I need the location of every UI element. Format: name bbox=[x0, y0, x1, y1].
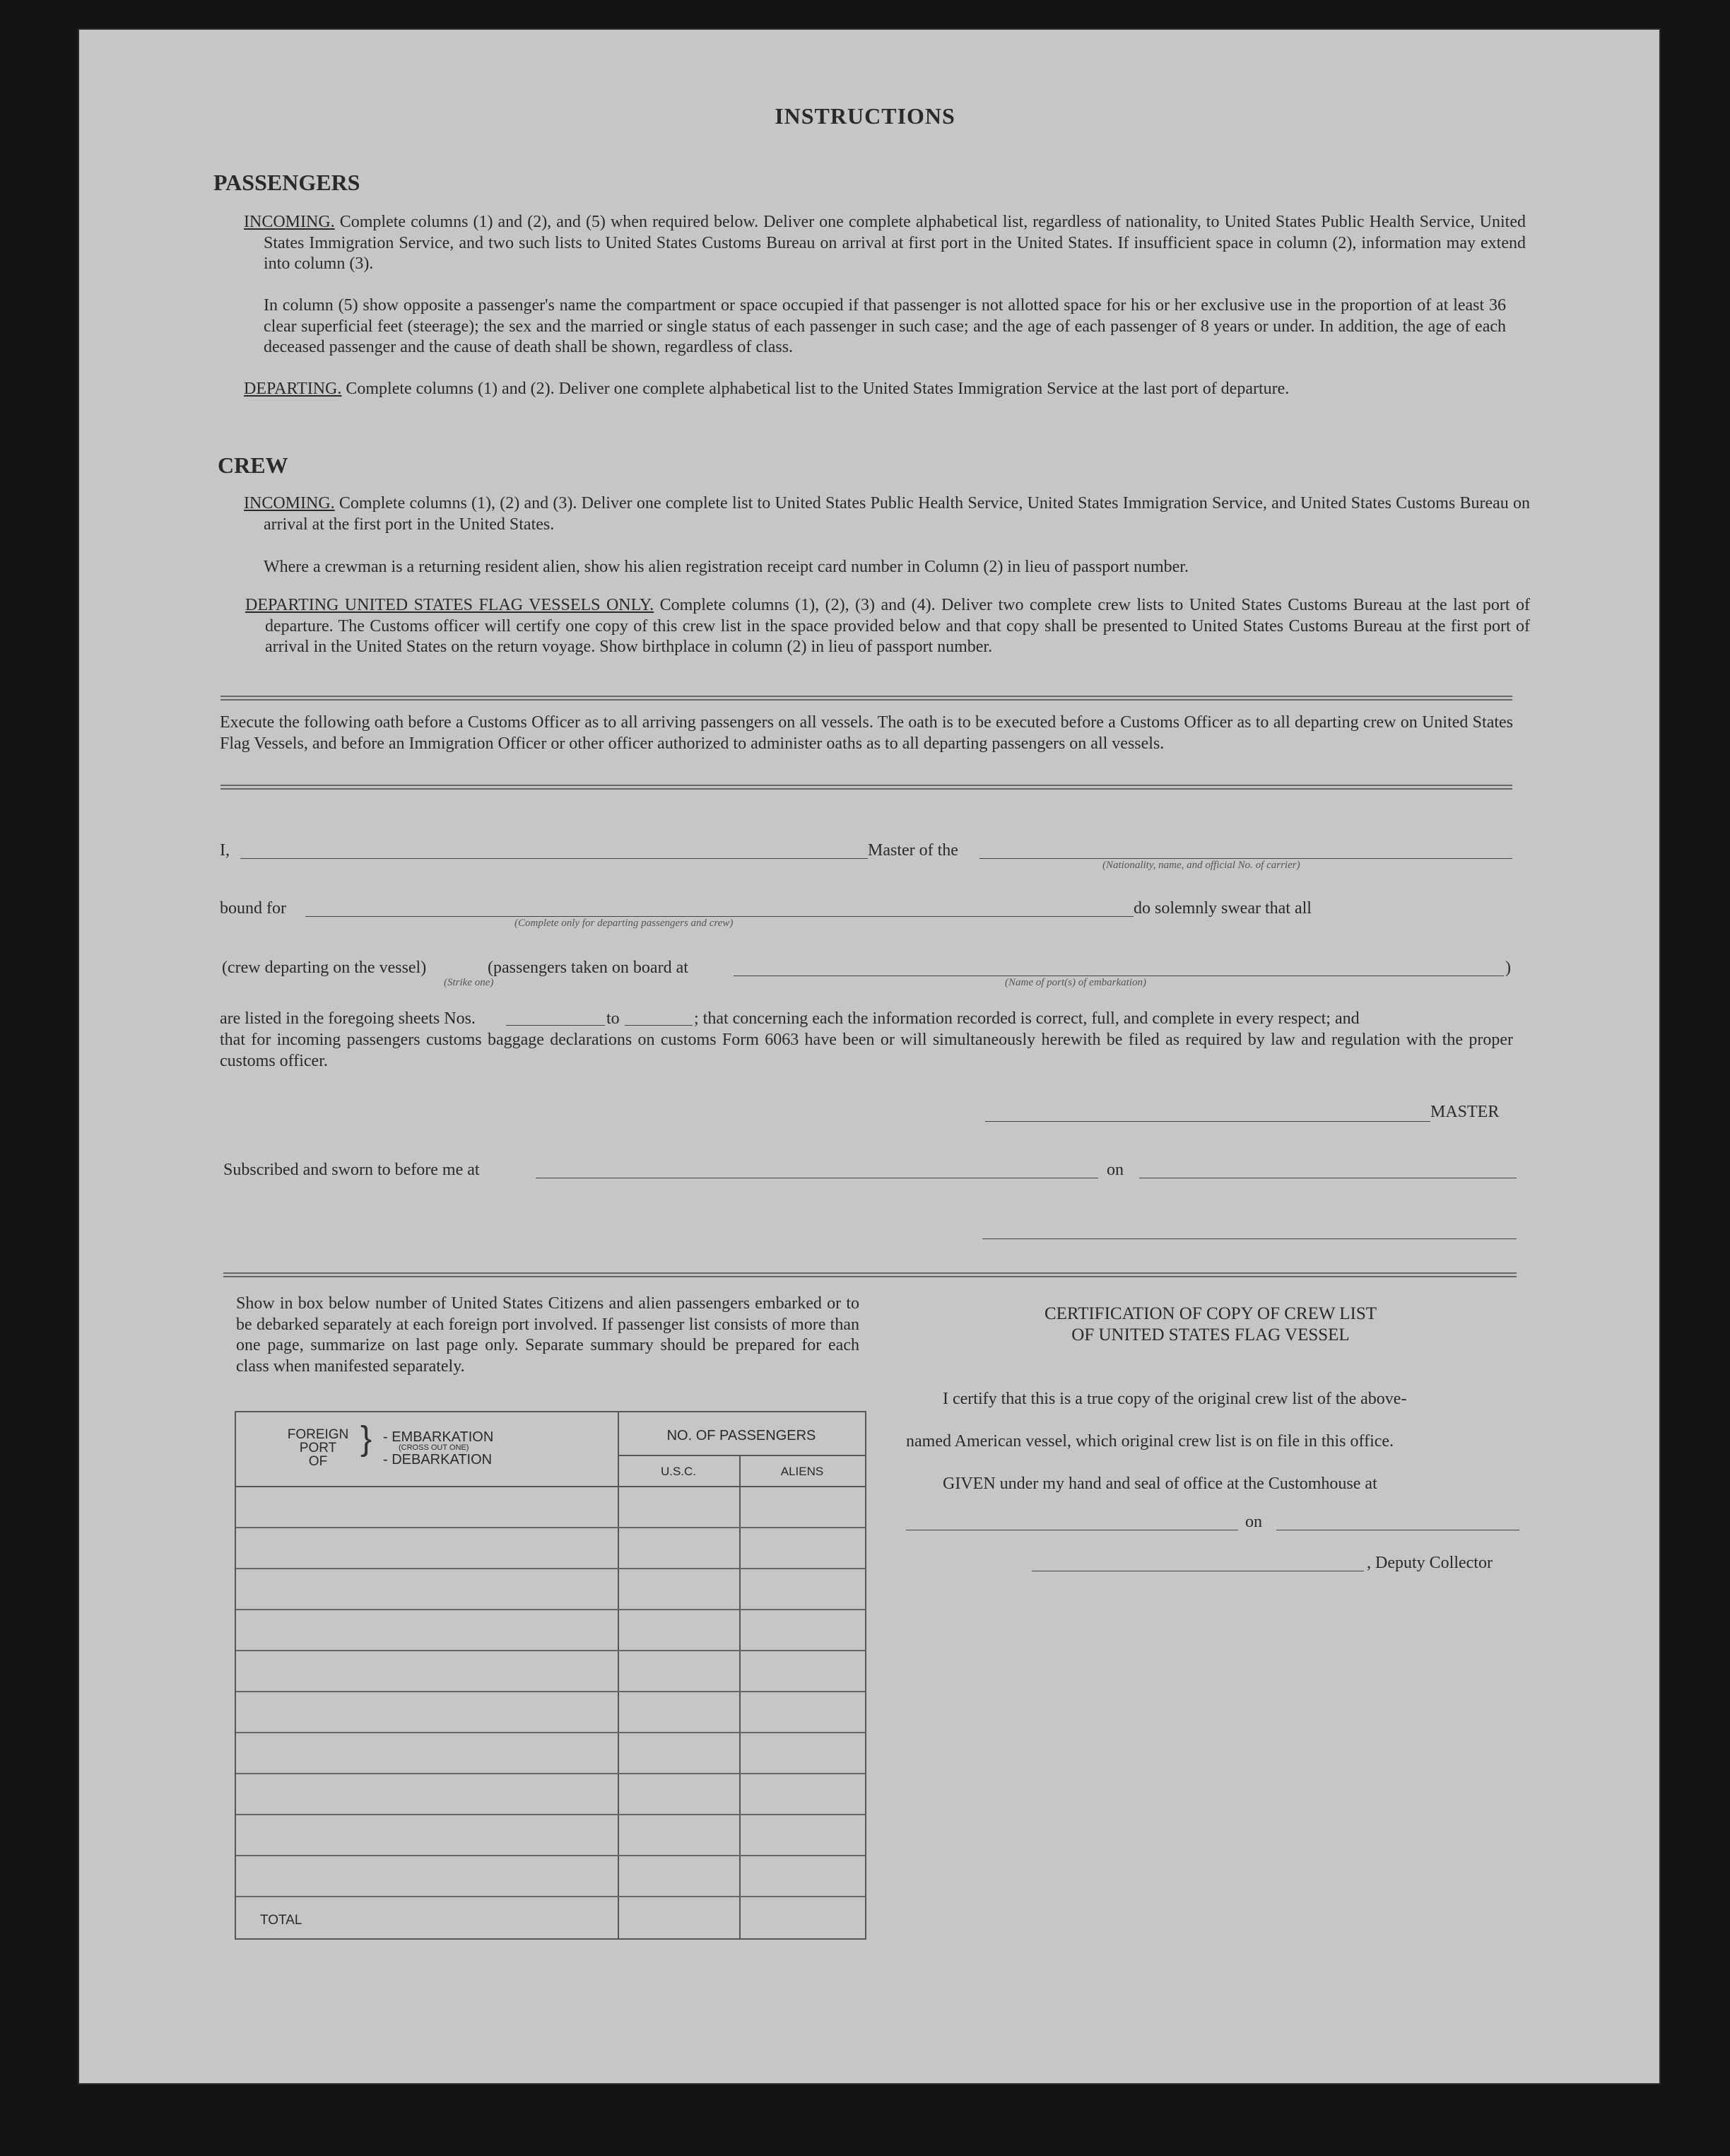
no-of-passengers-header: NO. OF PASSENGERS bbox=[666, 1428, 816, 1443]
passengers-incoming-lead: INCOMING. bbox=[244, 213, 335, 231]
oath-intro: Execute the following oath before a Customs Officer as to all arriving passengers on all vessels. The oath is to be executed before a Customs Officer as to all departing crew on United States Flag Vessels, and before an Immigration Officer or other officer authorized to administer oaths as to all departing passengers on all vessels. bbox=[220, 713, 1513, 753]
master-signature-line[interactable] bbox=[985, 1121, 1430, 1122]
certification-title-line-1: CERTIFICATION OF COPY OF CREW LIST bbox=[1044, 1304, 1377, 1323]
table-row bbox=[236, 1609, 865, 1610]
crew-heading: CREW bbox=[218, 452, 288, 478]
crew-incoming-lead: INCOMING. bbox=[244, 494, 335, 512]
passenger-summary-table bbox=[235, 1411, 866, 1940]
master-name-line[interactable] bbox=[240, 858, 868, 859]
sheets-statement-continued: that for incoming passengers customs baggage declarations on customs Form 6063 have been or will simultaneously herewith be filed as required by law and regulation with the proper customs officer. bbox=[220, 1031, 1513, 1070]
embarkation-label: - EMBARKATION bbox=[383, 1429, 494, 1445]
passengers-heading: PASSENGERS bbox=[213, 170, 360, 195]
master-label: MASTER bbox=[1430, 1103, 1500, 1121]
passengers-departing-text: Complete columns (1) and (2). Deliver one complete alphabetical list to the United States Immigration Service at the last port of departure. bbox=[341, 380, 1290, 398]
crew-departing-paragraph bbox=[245, 595, 1530, 658]
certify-line-3: GIVEN under my hand and seal of office at the Customhouse at bbox=[943, 1475, 1377, 1493]
crew-incoming-paragraph bbox=[244, 493, 1530, 535]
sheet-to-line[interactable] bbox=[625, 1025, 693, 1026]
certification-title bbox=[905, 1303, 1517, 1346]
officer-signature-line[interactable] bbox=[982, 1238, 1517, 1239]
table-row bbox=[236, 1527, 865, 1528]
table-row bbox=[236, 1896, 865, 1897]
brace-glyph: } bbox=[360, 1420, 372, 1458]
crew-departing-text: Complete columns (1), (2), (3) and (4). Deliver two complete crew lists to United States Customs Bureau at the last port of departure. The Customs officer will certify one copy of this crew list in the space provided below and that copy shall be presented to United States Customs Bureau at the first port of arrival in the United States on the return voyage. Show birthplace in column (2) in lieu of passport number. bbox=[265, 596, 1530, 656]
debarkation-label: - DEBARKATION bbox=[383, 1452, 493, 1467]
bound-for-hint: (Complete only for departing passengers and crew) bbox=[514, 918, 734, 929]
strike-hint: (Strike one) bbox=[444, 977, 494, 988]
passengers-incoming-paragraph bbox=[244, 212, 1526, 275]
subscribed-label: Subscribed and sworn to before me at bbox=[223, 1161, 480, 1179]
table-row bbox=[236, 1650, 865, 1651]
crew-departing-label: (crew departing on the vessel) bbox=[222, 959, 427, 977]
ports-hint: (Name of port(s) of embarkation) bbox=[1005, 977, 1146, 988]
bound-for-label: bound for bbox=[220, 899, 286, 918]
table-row bbox=[236, 1773, 865, 1774]
crew-departing-lead: DEPARTING UNITED STATES FLAG VESSELS ONLY. bbox=[245, 596, 654, 614]
passengers-taken-label: (passengers taken on board at bbox=[488, 959, 688, 977]
sheets-label: are listed in the foregoing sheets Nos. bbox=[220, 1009, 476, 1028]
sheets-statement: ; that concerning each the information recorded is correct, full, and complete in every respect; and bbox=[694, 1009, 1360, 1028]
certify-line-1: I certify that this is a true copy of the original crew list of the above- bbox=[943, 1390, 1407, 1408]
passengers-column5-paragraph: In column (5) show opposite a passenger's name the compartment or space occupied if that passenger is not allotted space for his or her exclusive use in the proportion of at least 36 clear superficial feet (steerage); the sex and the married or single status of each passenger in such case; and the age of each passenger of 8 years or under. In addition, the age of each deceased passenger and the cause of death shall be shown, regardless of class. bbox=[264, 296, 1506, 356]
deputy-collector-label: , Deputy Collector bbox=[1367, 1554, 1493, 1572]
sheets-to-label: to bbox=[606, 1009, 620, 1028]
total-label: TOTAL bbox=[260, 1913, 302, 1928]
close-paren: ) bbox=[1505, 959, 1511, 977]
table-row bbox=[236, 1691, 865, 1692]
summary-divider bbox=[223, 1272, 1517, 1277]
oath-divider bbox=[220, 785, 1512, 790]
certification-on-label: on bbox=[1245, 1513, 1262, 1531]
passengers-incoming-text: Complete columns (1) and (2), and (5) when required below. Deliver one complete alphabetical list, regardless of nationality, to United States Public Health Service, United States Immigration Service, and two such lists to United States Customs Bureau on arrival at first port in the United States. If insufficient space in column (2), information may extend into column (3). bbox=[264, 213, 1526, 273]
page-title: INSTRUCTIONS bbox=[775, 103, 955, 129]
carrier-hint: (Nationality, name, and official No. of carrier) bbox=[1102, 860, 1300, 871]
table-row bbox=[236, 1814, 865, 1815]
swear-label: do solemnly swear that all bbox=[1134, 899, 1312, 918]
passengers-departing-paragraph bbox=[244, 379, 1530, 400]
table-row bbox=[236, 1732, 865, 1733]
certification-title-line-2: OF UNITED STATES FLAG VESSEL bbox=[1071, 1325, 1350, 1344]
crew-incoming-text: Complete columns (1), (2) and (3). Deliver one complete list to United States Public Health Service, United States Immigration Service, and United States Customs Bureau on arrival at the first port in the United States. bbox=[264, 494, 1530, 534]
carrier-line[interactable] bbox=[979, 858, 1512, 859]
table-row bbox=[236, 1855, 865, 1856]
bound-for-line[interactable] bbox=[305, 916, 1134, 917]
passengers-departing-lead: DEPARTING. bbox=[244, 380, 342, 398]
certify-line-2: named American vessel, which original crew list is on file in this office. bbox=[906, 1432, 1394, 1451]
oath-i-label: I, bbox=[220, 841, 230, 860]
cross-out-label: (CROSS OUT ONE) bbox=[399, 1443, 469, 1452]
aliens-header: ALIENS bbox=[780, 1465, 824, 1478]
master-of-the-label: Master of the bbox=[868, 841, 958, 860]
usc-header: U.S.C. bbox=[660, 1465, 697, 1478]
sheet-from-line[interactable] bbox=[506, 1025, 605, 1026]
crew-alien-paragraph: Where a crewman is a returning resident alien, show his alien registration receipt card number in Column (2) in lieu of passport number. bbox=[264, 558, 1189, 576]
sworn-on-label: on bbox=[1107, 1161, 1124, 1179]
summary-intro: Show in box below number of United States Citizens and alien passengers embarked or to be debarked separately at each foreign port involved. If passenger list consists of more than one page, summarize on last page only. Separate summary should be prepared for each class when manifested separately. bbox=[236, 1294, 859, 1376]
section-divider bbox=[220, 696, 1512, 701]
foreign-port-of-label: FOREIGN PORT OF bbox=[287, 1427, 349, 1469]
table-row bbox=[236, 1568, 865, 1569]
